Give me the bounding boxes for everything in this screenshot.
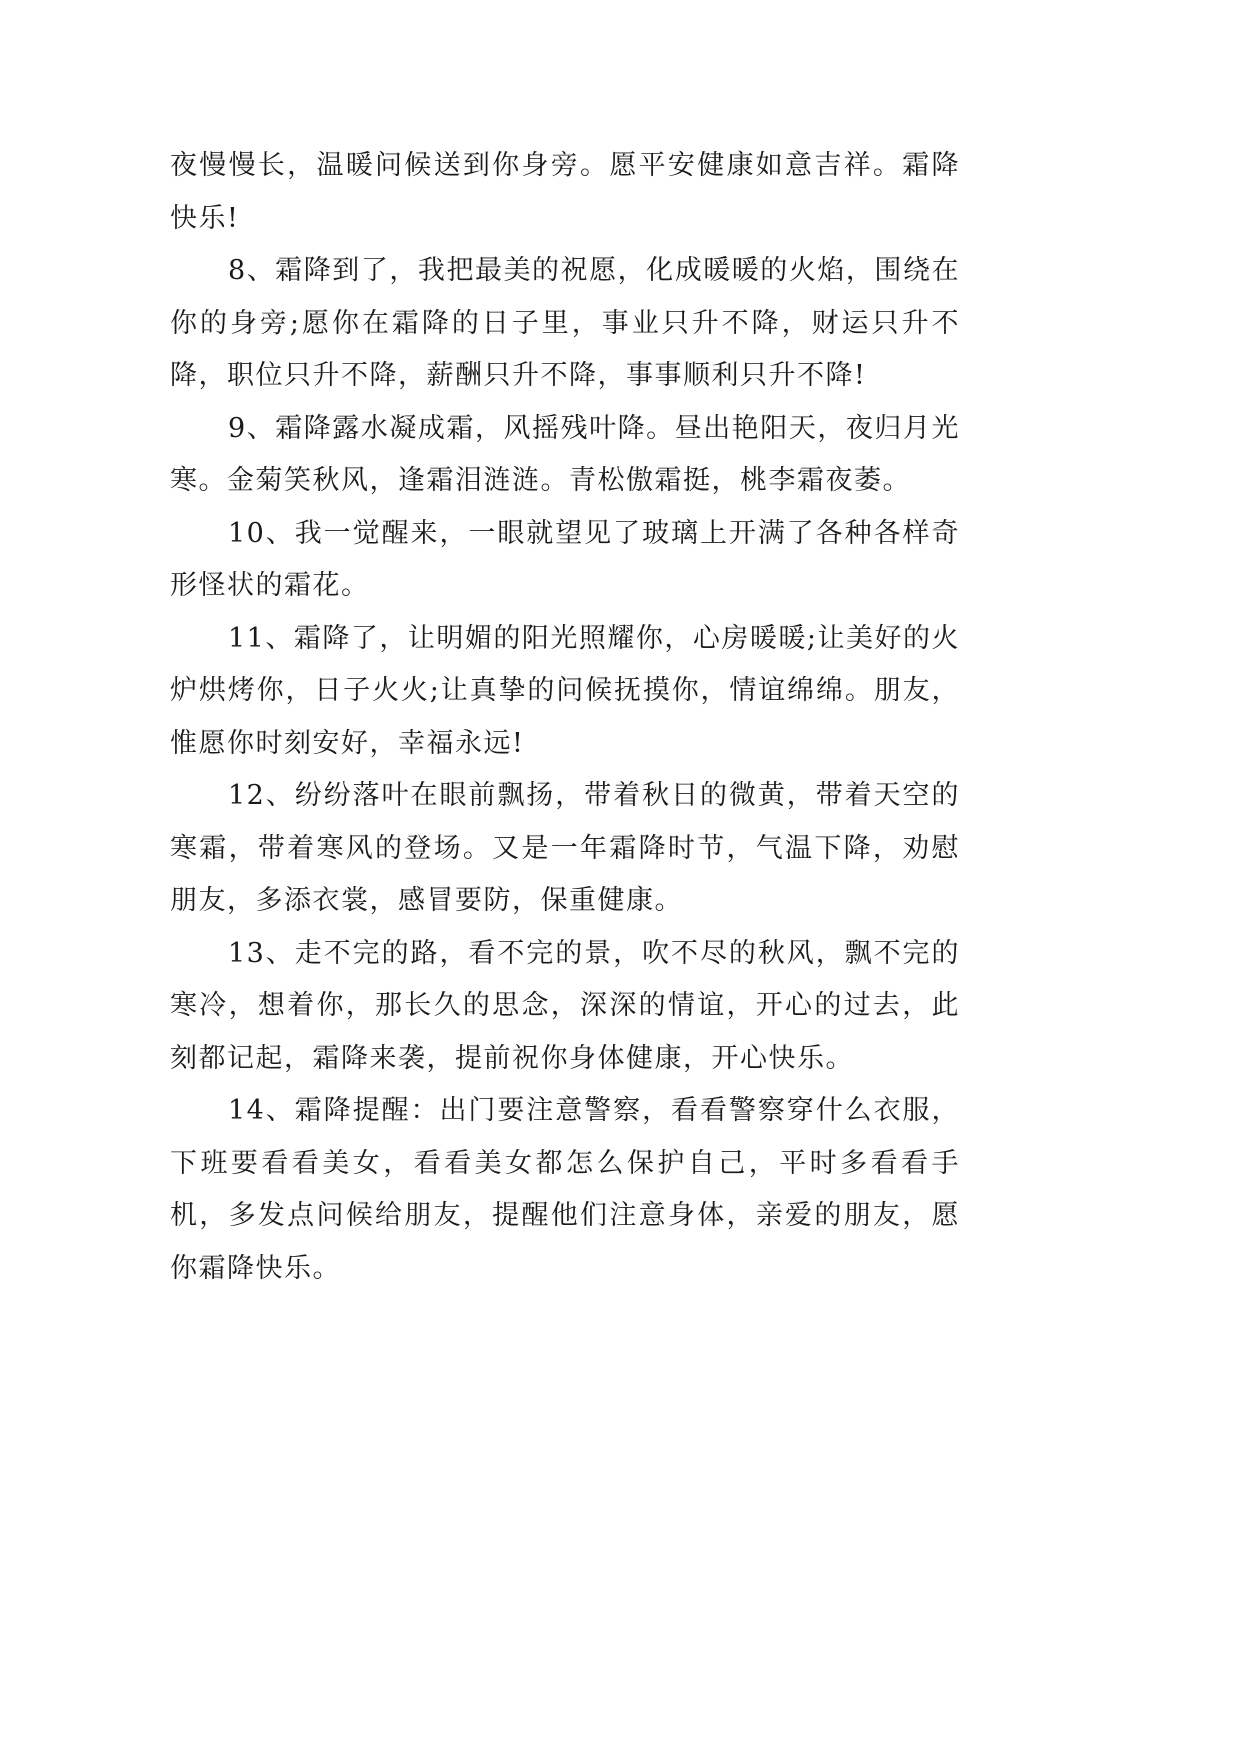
paragraph-continuation: 夜慢慢长，温暖问候送到你身旁。愿平安健康如意吉祥。霜降快乐! <box>170 150 960 234</box>
paragraph-item-11: 11、霜降了，让明媚的阳光照耀你，心房暖暖;让美好的火炉烘烤你，日子火火;让真挚的问候抚摸你，情谊绵绵。朋友，惟愿你时刻安好，幸福永远! <box>170 622 960 759</box>
document-body <box>170 140 960 1295</box>
paragraph-item-14: 14、霜降提醒：出门要注意警察，看看警察穿什么衣服，下班要看看美女，看看美女都怎么保护自己，平时多看看手机，多发点问候给朋友，提醒他们注意身体，亲爱的朋友，愿你霜降快乐。 <box>170 1095 960 1284</box>
paragraph-item-10: 10、我一觉醒来，一眼就望见了玻璃上开满了各种各样奇形怪状的霜花。 <box>170 517 960 601</box>
paragraph-item-12: 12、纷纷落叶在眼前飘扬，带着秋日的微黄，带着天空的寒霜，带着寒风的登场。又是一年霜降时节，气温下降，劝慰朋友，多添衣裳，感冒要防，保重健康。 <box>170 780 960 916</box>
paragraph-item-8: 8、霜降到了，我把最美的祝愿，化成暖暖的火焰，围绕在你的身旁;愿你在霜降的日子里，事业只升不降，财运只升不降，职位只升不降，薪酬只升不降，事事顺利只升不降! <box>170 255 960 391</box>
paragraph-item-13: 13、走不完的路，看不完的景，吹不尽的秋风，飘不完的寒冷，想着你，那长久的思念，深深的情谊，开心的过去，此刻都记起，霜降来袭，提前祝你身体健康，开心快乐。 <box>170 937 960 1074</box>
paragraph-item-9: 9、霜降露水凝成霜，风摇残叶降。昼出艳阳天，夜归月光寒。金菊笑秋风，逢霜泪涟涟。青松傲霜挺，桃李霜夜萎。 <box>170 412 960 496</box>
